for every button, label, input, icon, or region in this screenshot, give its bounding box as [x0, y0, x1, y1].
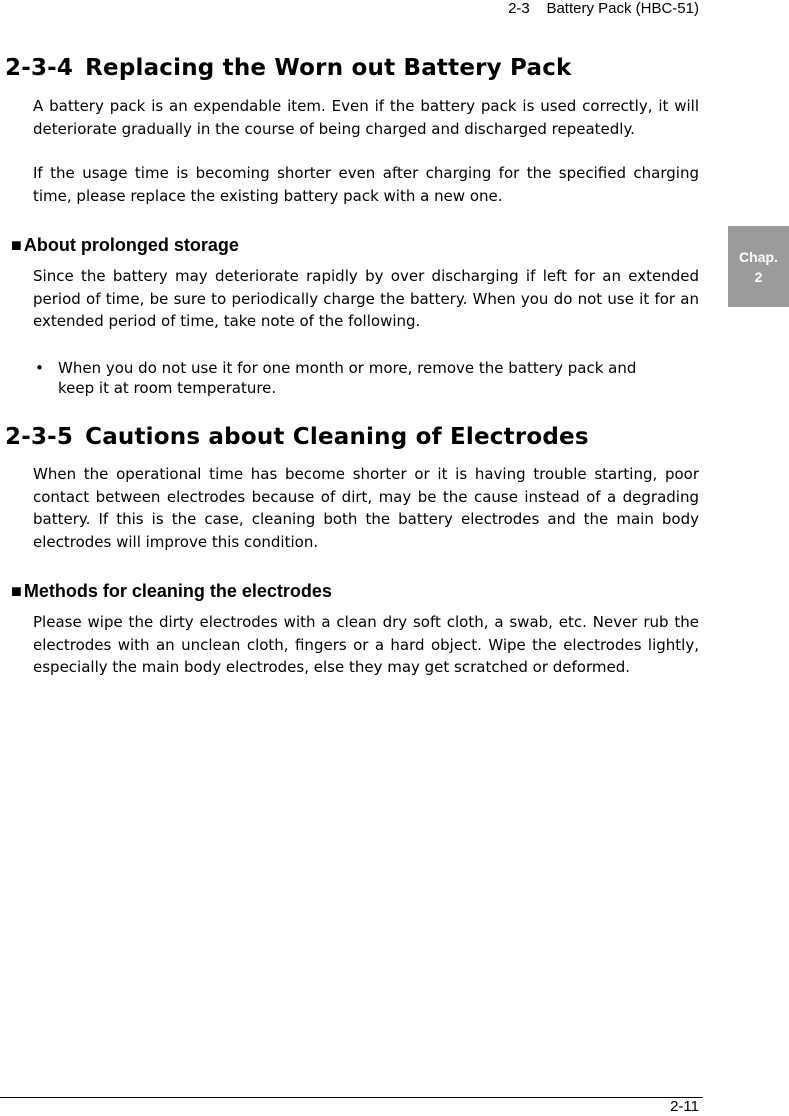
section-number: 2-3-5 [5, 424, 74, 450]
body-paragraph: Please wipe the dirty electrodes with a clean dry soft cloth, a swab, etc. Never rub the electrodes with an unclean cloth, fingers or a hard object. Wipe the electrodes lightly, especially the main body electrodes, else they may get scratched or deformed. [33, 613, 699, 676]
chapter-tab-label: Chap. [739, 248, 778, 265]
subheading-text: Methods for cleaning the electrodes [23, 581, 332, 601]
section-number: 2-3-4 [5, 55, 74, 81]
subheading-text: About prolonged storage [23, 235, 239, 255]
section-title: Replacing the Worn out Battery Pack [85, 55, 572, 81]
section-title: Cautions about Cleaning of Electrodes [85, 424, 589, 450]
square-bullet-icon: ■ [11, 235, 22, 255]
chapter-tab-number: 2 [754, 268, 763, 285]
body-paragraph: Since the battery may deteriorate rapidly by over discharging if left for an extended period of time, be sure to periodically charge the battery. When you do not use it for an extended period of time, take note of the following. [33, 267, 699, 330]
body-paragraph: When the operational time has become shorter or it is having trouble starting, poor contact between electrodes because of dirt, may be the cause instead of a degrading battery. If this is the case, cleaning both the battery electrodes and the main body electrodes will improve this condition. [33, 465, 699, 551]
bullet-icon: • [35, 359, 44, 377]
section-heading-2-3-5 [5, 424, 589, 450]
chapter-tab [728, 226, 789, 307]
list-item [35, 358, 675, 398]
subheading-prolonged-storage [11, 235, 239, 256]
body-paragraph: A battery pack is an expendable item. Even if the battery pack is used correctly, it will deteriorate gradually in the course of being charged and discharged repeatedly. [33, 97, 699, 138]
square-bullet-icon: ■ [11, 581, 22, 601]
section-heading-2-3-4 [5, 55, 572, 81]
page-number: 2-11 [670, 1098, 699, 1115]
body-paragraph: If the usage time is becoming shorter even after charging for the specified charging time, please replace the existing battery pack with a new one. [33, 164, 699, 205]
running-header: 2-3 Battery Pack (HBC-51) [508, 0, 699, 17]
subheading-cleaning-methods [11, 581, 332, 602]
footer-divider [0, 1097, 703, 1098]
list-item-text: When you do not use it for one month or more, remove the battery pack and keep it at room temperature. [58, 359, 637, 397]
